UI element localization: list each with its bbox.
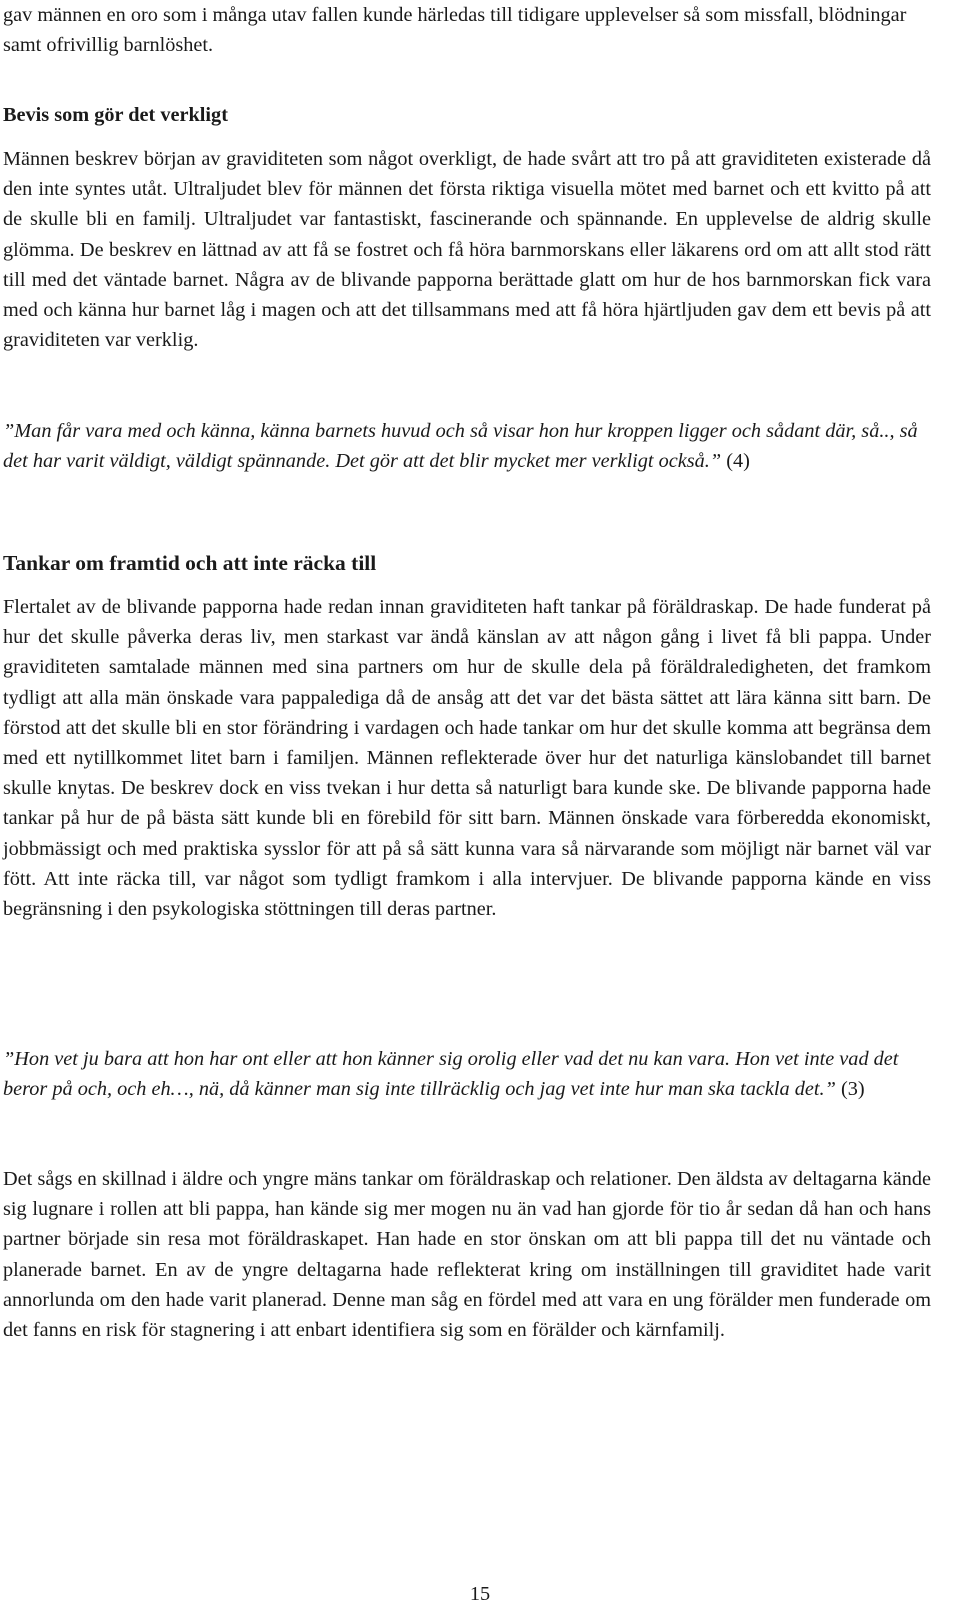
quote-text: ”Hon vet ju bara att hon har ont eller att hon känner sig orolig eller vad det nu kan vara. Hon vet inte vad det beror på och, och eh…, nä, då känner man sig inte tillräcklig och jag vet inte hur man ska tackla det.” [3,1048,899,1101]
section-paragraph-aldre-yngre: Det sågs en skillnad i äldre och yngre mäns tankar om föräldraskap och relationer. Den äldsta av deltagarna kände sig lugnare i rollen att bli pappa, han kände sig mer mogen nu än vad han gjorde för tio år sedan då han och hans partner började sin resa mot föräldraskapet. Han hade en stor önskan om att bli pappa till det nu väntade och planerade barnet. En av de yngre deltagarna hade reflekterat kring om inställningen till graviditet hade varit annorlunda om den hade varit planerad. Denne man såg en fördel med att vara en ung förälder men funderade om det fanns en risk för stagnering i att enbart identifiera sig som en förälder och kärnfamilj. [3,1168,931,1342]
quote-reference: (3) [840,1078,865,1101]
intro-paragraph: gav männen en oro som i många utav fallen kunde härledas till tidigare upplevelser så som missfall, blödningar samt ofrivillig barnlöshet. [3,4,907,57]
page-number: 15 [469,1583,491,1605]
interview-quote-1 [3,416,931,476]
section-paragraph-bevis: Männen beskrev början av graviditeten som något overkligt, de hade svårt att tro på att graviditeten existerade då den inte syntes utåt. Ultraljudet blev för männen det första riktiga visuella mötet med barnet och ett kvitto på att de skulle bli en familj. Ultraljudet var fantastiskt, fascinerande och spännande. En upplevelse de aldrig skulle glömma. De beskrev en lättnad av att få se fostret och få höra barnmorskans eller läkarens ord om att allt stod rätt till med det väntade barnet. Några av de blivande papporna berättade glatt om hur de hos barnmorskan fick vara med och känna hur barnet låg i magen och att det tillsammans med att få höra hjärtljuden gav dem ett bevis på att graviditeten var verklig. [3,148,931,352]
section-heading-tankar: Tankar om framtid och att inte räcka till [3,551,377,575]
section-paragraph-tankar: Flertalet av de blivande papporna hade redan innan graviditeten haft tankar på föräldraskap. De hade funderat på hur det skulle påverka deras liv, men starkast var ändå känslan av att någon gång i livet få bli pappa. Under graviditeten samtalade männen med sina partners om hur de skulle dela på föräldraledigheten, det framkom tydligt att alla män önskade vara pappalediga då de ansåg att det var det bästa sättet att lära känna sitt barn. De förstod att det skulle bli en stor förändring i vardagen och hade tankar om hur det skulle komma att begränsa dem med ett nytillkommet litet barn i familjen. Männen reflekterade över hur det naturliga känslobandet till barnet skulle knytas. De beskrev dock en viss tvekan i hur detta så naturligt bara kunde ske. De blivande papporna hade tankar på hur de på bästa sätt kunde bli en förebild för sitt barn. Männen önskade vara förberedda ekonomiskt, jobbmässigt och med praktiska sysslor för att på så sätt kunna vara så närvarande som möjligt när barnet väl var fött. Att inte räcka till, var något som tydligt framkom i alla intervjuer. De blivande papporna kände en viss begränsning i den psykologiska stöttningen till deras partner. [3,596,931,921]
interview-quote-2 [3,1044,931,1104]
quote-text: ”Man får vara med och känna, känna barnets huvud och så visar hon hur kroppen ligger och sådant där, så.., så det har varit väldigt, väldigt spännande. Det gör att det blir mycket mer verkligt också.” [3,420,918,473]
section-heading-bevis: Bevis som gör det verkligt [3,104,228,126]
quote-reference: (4) [726,450,750,473]
